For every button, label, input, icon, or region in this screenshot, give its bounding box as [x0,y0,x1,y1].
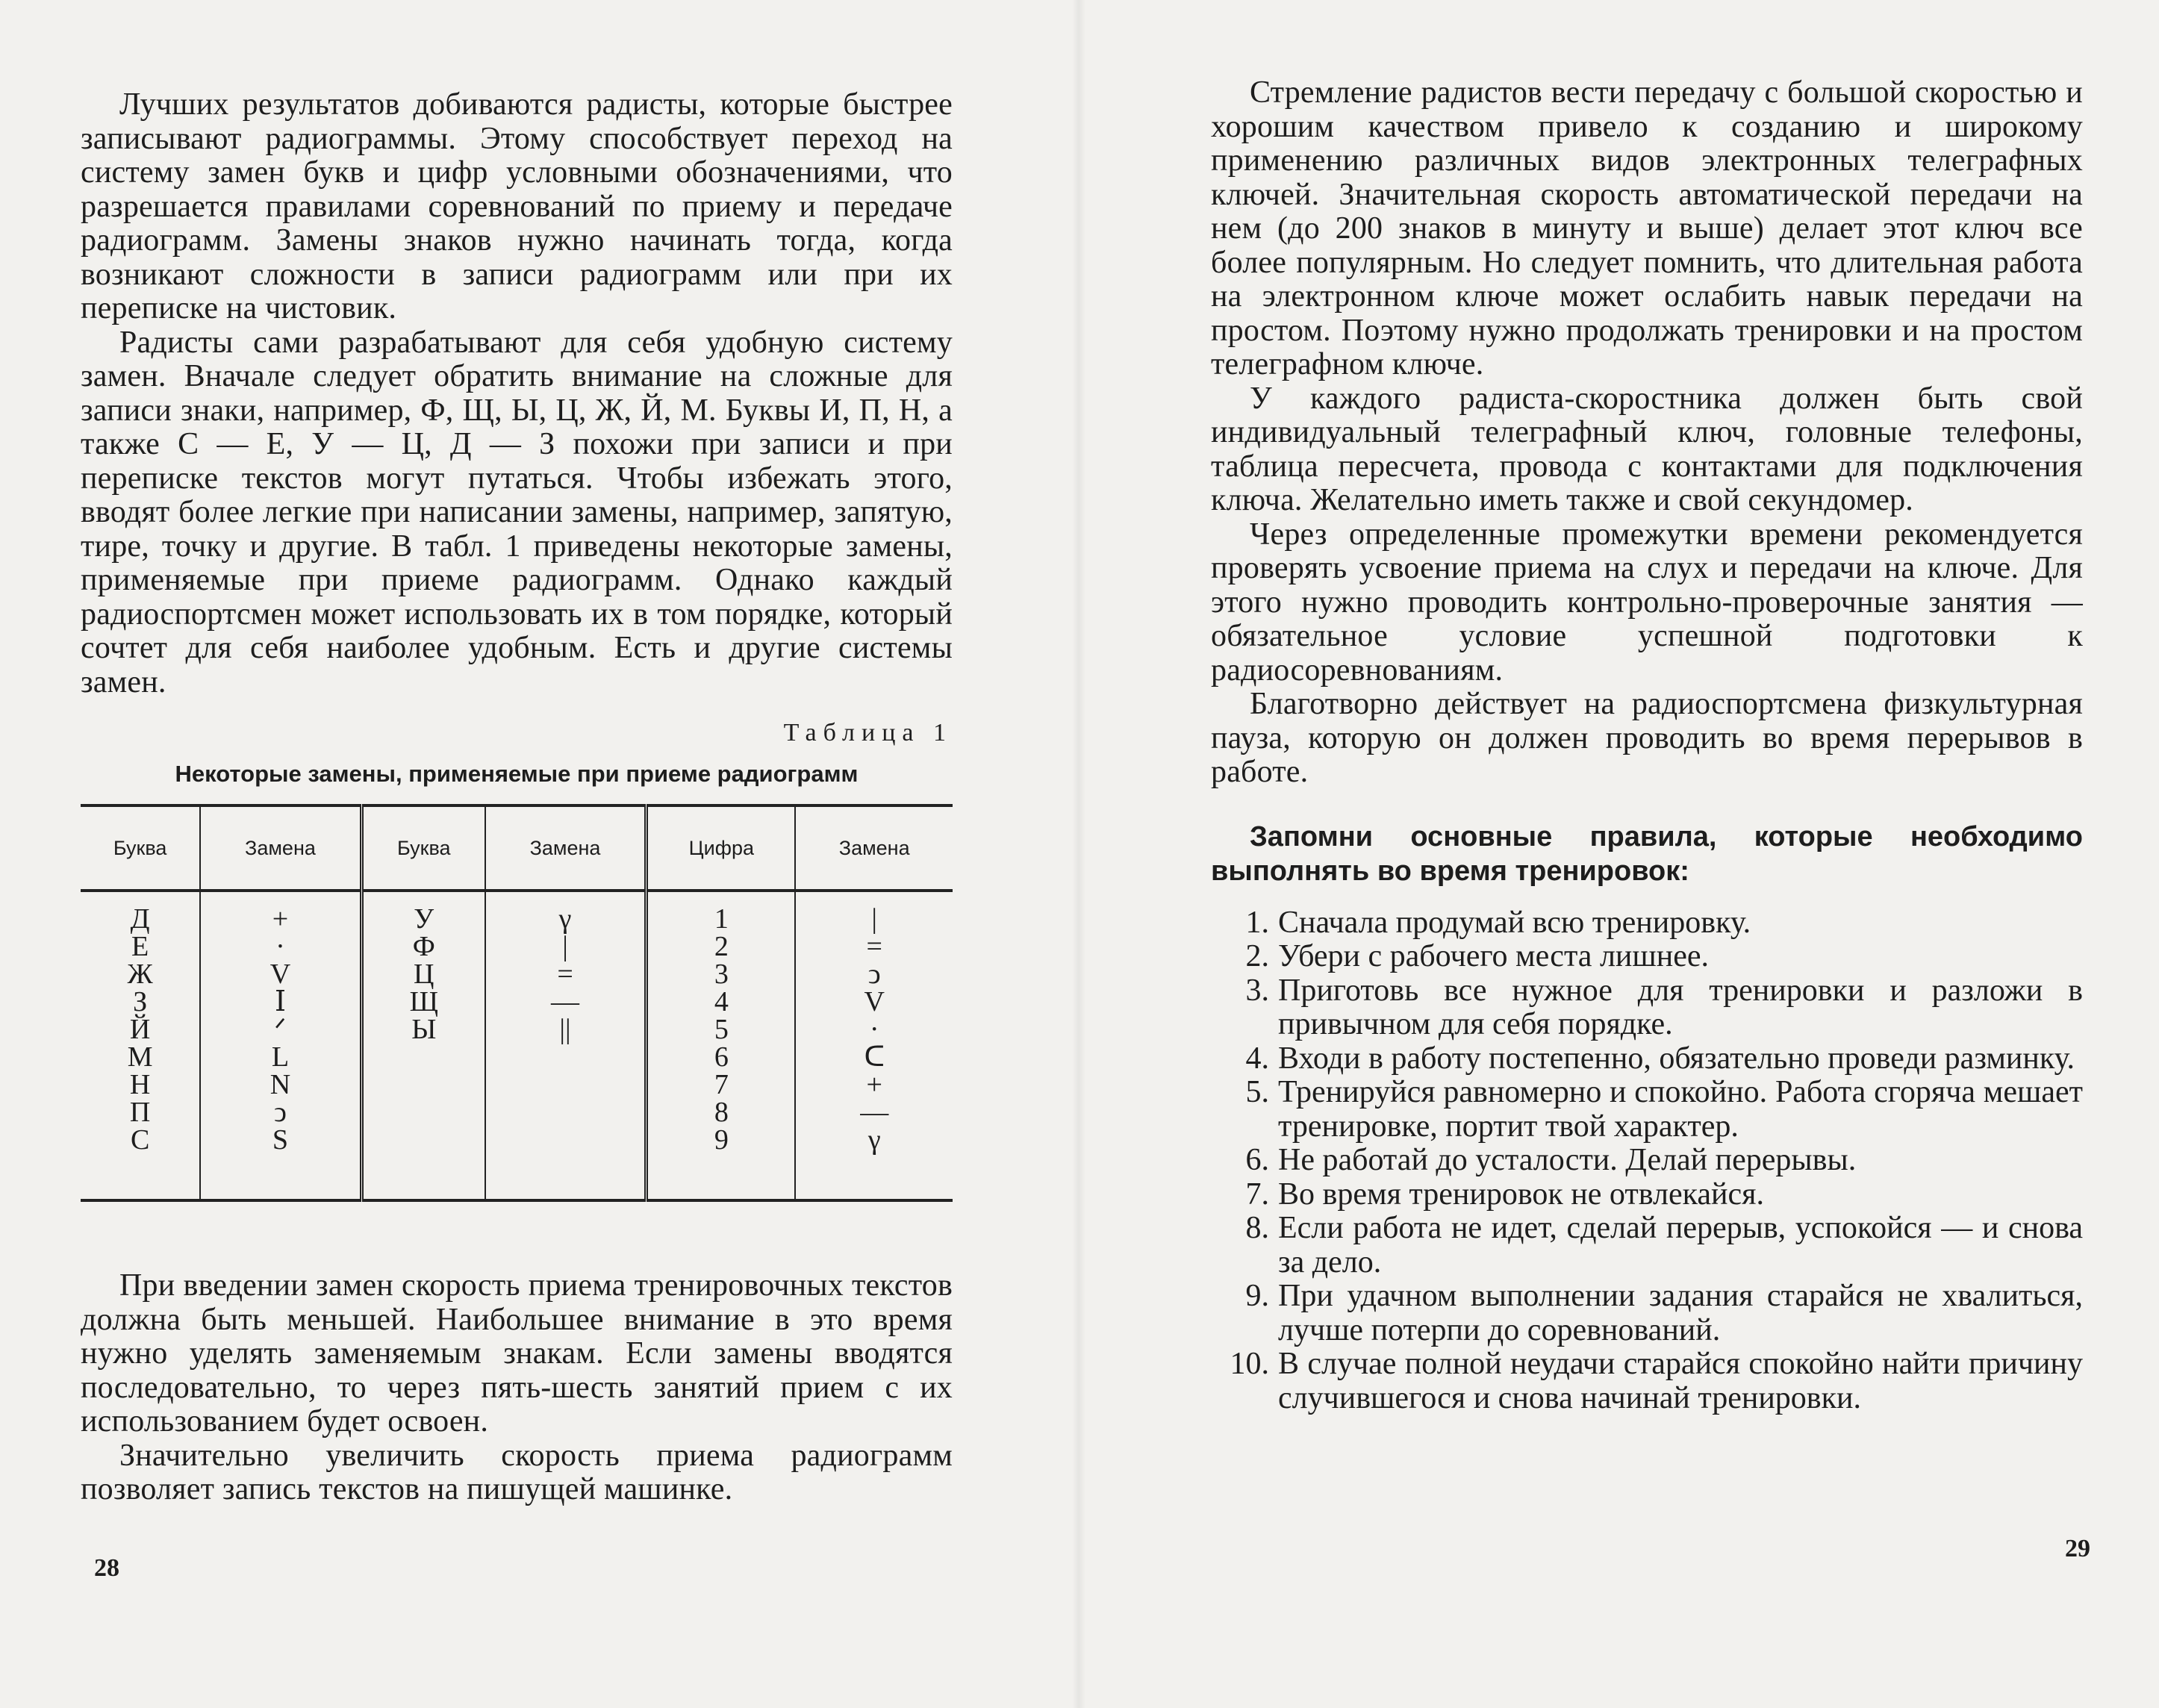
table-cell: З [133,986,148,1017]
list-item [1211,1076,2083,1144]
table-cell: + [272,903,289,935]
table-cell: ↄ [274,1097,287,1128]
list-item [1211,906,2083,941]
table-cell: · [869,1014,879,1045]
right-text-column [1211,76,2083,1415]
table-cell: 4 [714,986,729,1017]
header-letter-2: Буква [361,805,485,891]
table-cell: 7 [714,1069,729,1100]
column-substitutes-1 [200,891,361,1200]
table-cell: П [129,1097,151,1128]
rules-list [1211,906,2083,1416]
table-cell: 6 [714,1041,729,1073]
table-cell: — [860,1097,889,1128]
right-paragraph-1: Стремление радистов вести передачу с большой скоростью и хорошим качеством привело к созданию и широкому применению различных видов электронных телеграфных ключей. Значительная скорость автоматической передачи на нем (до 200 знаков в минуту и выше) делает этот ключ все более популярным. Но следует помнить, что длительная работа на электронном ключе может ослабить навык передачи на простом. Поэтому нужно продолжать тренировки и на простом телеграфном ключе. [1211,75,2083,381]
rule-number: 10. [1230,1347,1269,1381]
table-title: Некоторые замены, применяемые при приеме радиограмм [175,761,859,787]
column-digits [647,891,796,1200]
table-cell: Ы [411,1014,437,1045]
table-cell: γ [867,1124,881,1156]
table-cell: | [871,903,878,935]
rule-number: 1. [1245,905,1269,940]
table-cell: Ж [127,959,153,990]
table-header-row [81,805,953,891]
right-page [1080,0,2159,1708]
table-cell: 8 [714,1097,729,1128]
rule-text: Убери с рабочего места лишнее. [1278,939,1709,973]
left-paragraph-4: Значительно увеличить скорость приема радиограмм позволяет запись текстов на пишущей машинке. [81,1438,953,1506]
column-substitutes-2 [485,891,647,1200]
rule-text: Приготовь все нужное для тренировки и разложи в привычном для себя порядке. [1278,973,2083,1041]
rule-number: 5. [1245,1075,1269,1109]
table-cell: S [272,1124,289,1156]
table-cell: Н [129,1069,151,1100]
table-cell: = [557,959,573,990]
table-cell: Е [131,931,149,962]
header-letter-1: Буква [81,805,200,891]
rule-text: Входи в работу постепенно, обязательно проведи разминку. [1278,1041,2075,1076]
rule-text: Не работай до усталости. Делай перерывы. [1278,1143,1857,1177]
rule-number: 8. [1245,1211,1269,1245]
rule-number: 7. [1245,1176,1269,1212]
rule-text: При удачном выполнении задания старайся не хвалиться, лучше потерпи до соревнований. [1278,1279,2083,1347]
table-cell: 2 [714,931,729,962]
table-cell: Ⅰ [274,986,286,1017]
list-item [1211,1178,2083,1212]
table-cell: Щ [409,986,438,1017]
rule-number: 3. [1245,973,1269,1008]
table-cell: ᐟ [274,1014,287,1045]
table-cell: 5 [714,1014,729,1045]
table-cell: + [866,1069,882,1100]
rule-text: В случае полной неудачи старайся спокойно найти причину случившегося и снова начинай тренировки. [1278,1347,2083,1415]
list-item [1211,1042,2083,1076]
table-row [81,891,953,1200]
table-cell: V [864,986,885,1017]
rule-number: 2. [1245,939,1269,973]
table-cell: γ [558,903,572,935]
table-cell: || [559,1014,571,1045]
table-cell: Д [130,903,150,935]
page-number-left: 28 [94,1554,119,1582]
table-cell: V [270,959,291,990]
table-cell: 9 [714,1124,729,1156]
table-cell: Ф [412,931,435,962]
substitution-table [81,804,953,1202]
rule-text: Тренируйся равномерно и спокойно. Работа сгоряча мешает тренировке, портит твой характер. [1278,1075,2083,1144]
right-paragraph-3: Через определенные промежутки времени рекомендуется проверять усвоение приема на слух и передачи на ключе. Для этого нужно проводить контрольно-проверочные занятия — обязательное условие успешной подготовки к радиосоревнованиям. [1211,517,2083,688]
table-cell: ↄ [867,959,881,990]
table-cell: N [270,1069,291,1100]
table-cell: 3 [714,959,729,990]
table-cell: У [414,903,434,935]
list-item [1211,1280,2083,1347]
table-cell: ᑕ [864,1041,885,1073]
rule-text: Если работа не идет, сделай перерыв, успокойся — и снова за дело. [1278,1211,2083,1280]
rule-number: 9. [1245,1279,1269,1313]
rule-number: 4. [1245,1041,1269,1076]
column-letters-1 [81,891,200,1200]
table-cell: · [275,931,285,962]
rule-text: Во время тренировок не отвлекайся. [1278,1176,1764,1212]
table-cell: | [562,931,568,962]
rule-number: 6. [1245,1143,1269,1177]
list-item [1211,940,2083,974]
page-number-right: 29 [2065,1535,2090,1562]
list-item [1211,1144,2083,1178]
table-cell: С [130,1124,150,1156]
header-substitute-1: Замена [200,805,361,891]
right-paragraph-2: У каждого радиста-скоростника должен быть свой индивидуальный телеграфный ключ, головные телефоны, таблица пересчета, провода с контактами для подключения ключа. Желательно иметь также и свой секундомер. [1211,381,2083,517]
left-text-column [81,88,953,1507]
table-cell: = [866,931,882,962]
left-paragraph-2: Радисты сами разрабатывают для себя удобную систему замен. Вначале следует обратить внимание на сложные для записи знаки, например, Ф, Щ, Ы, Ц, Ж, Й, М. Буквы И, П, Н, а также С — Е, У — Ц, Д — З похожи при записи и при переписке текстов могут путаться. Чтобы избежать этого, вводят более легкие при написании замены, например, запятую, тире, точку и другие. В табл. 1 приведены некоторые замены, применяемые при приеме радиограмм. Однако каждый радиоспортсмен может использовать их в том порядке, который сочтет для себя наиболее удобным. Есть и другие системы замен. [81,325,953,699]
table-cell: 1 [714,903,729,935]
left-paragraph-3: При введении замен скорость приема тренировочных текстов должна быть меньшей. Наибольшее внимание в это время нужно уделять заменяемым знакам. Если замены вводятся последовательно, то через пять-шесть занятий прием с их использованием будет освоен. [81,1268,953,1439]
table-cell: L [271,1041,290,1073]
column-substitutes-3 [795,891,953,1200]
table-cell: Й [129,1014,151,1045]
table-cell: — [551,986,580,1017]
header-digit: Цифра [647,805,796,891]
list-item [1211,974,2083,1042]
list-item [1211,1212,2083,1280]
rules-heading: Запомни основные правила, которые необходимо выполнять во время тренировок: [1211,820,2083,887]
table-caption: Таблица 1 [783,719,953,747]
list-item [1211,1347,2083,1415]
table-cell: М [127,1041,153,1073]
column-letters-2 [361,891,485,1200]
rule-text: Сначала продумай всю тренировку. [1278,905,1751,940]
header-substitute-3: Замена [795,805,953,891]
table-cell: Ц [414,959,434,990]
header-substitute-2: Замена [485,805,647,891]
left-paragraph-1: Лучших результатов добиваются радисты, которые быстрее записывают радиограммы. Этому способствует переход на систему замен букв и цифр условными обозначениями, что разрешается правилами соревнований по приему и передаче радиограмм. Замены знаков нужно начинать тогда, когда возникают сложности в записи радиограмм или при их переписке на чистовик. [81,87,953,325]
right-paragraph-4: Благотворно действует на радиоспортсмена физкультурная пауза, которую он должен проводить во время перерывов в работе. [1211,687,2083,789]
